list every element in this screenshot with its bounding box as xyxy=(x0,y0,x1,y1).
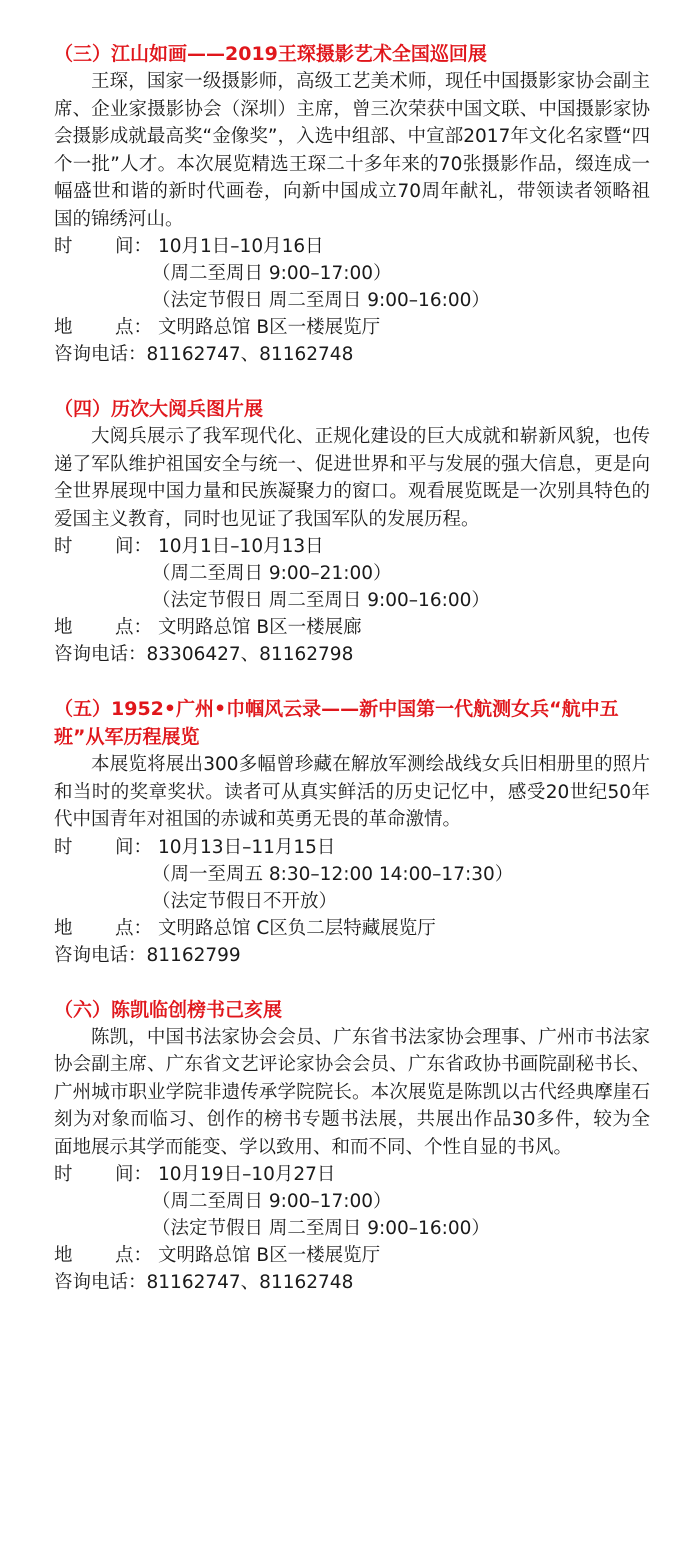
phone-row xyxy=(54,341,650,368)
section-intro: 本展览将展出300多幅曾珍藏在解放军测绘战线女兵旧相册里的照片和当时的奖章奖状。读者可从真实鲜活的历史记忆中，感受20世纪50年代中国青年对祖国的赤诚和英勇无畏的革命激情。 xyxy=(54,754,650,830)
place-label: 地 点： xyxy=(54,317,153,338)
time-value: 10月19日–10月27日 xyxy=(158,1164,336,1185)
exhibition-list xyxy=(54,40,650,1296)
time-value: 10月13日–11月15日 xyxy=(158,836,336,858)
time-label: 时 间： xyxy=(54,536,153,557)
exhibition-section-5 xyxy=(54,695,650,969)
exhibition-section-4 xyxy=(54,395,650,668)
section-title: （四）历次大阅兵图片展 xyxy=(54,398,264,420)
section-intro: 大阅兵展示了我军现代化、正规化建设的巨大成就和崭新风貌，也传递了军队维护祖国安全与统一、促进世界和平与发展的强大信息，更是向全世界展现中国力量和民族凝聚力的窗口。观看展览既是一次别具特色的爱国主义教育，同时也见证了我国军队的发展历程。 xyxy=(54,426,650,530)
time-label: 时 间： xyxy=(54,836,153,858)
phone-row xyxy=(54,942,650,969)
place-row xyxy=(54,1242,650,1269)
time-note: （周二至周日 9:00–21:00） xyxy=(152,563,392,584)
section-intro: 陈凯，中国书法家协会会员、广东省书法家协会理事、广州市书法家协会副主席、广东省文艺评论家协会会员、广东省政协书画院副秘书长、广州城市职业学院非遗传承学院院长。本次展览是陈凯以古代经典摩崖石刻为对象而临习、创作的榜书专题书法展，共展出作品30多件，较为全面地展示其学而能变、学以致用、和而不同、个性自显的书风。 xyxy=(54,1026,650,1158)
place-value: 文明路总馆 B区一楼展廊 xyxy=(158,617,362,638)
place-value: 文明路总馆 B区一楼展览厅 xyxy=(158,1245,381,1266)
time-note: （法定节假日 周二至周日 9:00–16:00） xyxy=(152,1218,490,1239)
phone-row xyxy=(54,1269,650,1296)
section-title: （六）陈凯临创榜书己亥展 xyxy=(54,998,283,1021)
section-title: （三）江山如画——2019王琛摄影艺术全国巡回展 xyxy=(54,43,487,65)
exhibition-info xyxy=(54,233,650,368)
time-value: 10月1日–10月13日 xyxy=(158,536,324,557)
place-row xyxy=(54,614,650,641)
exhibition-info xyxy=(54,533,650,668)
section-title: （五）1952•广州•巾帼风云录——新中国第一代航测女兵“航中五班”从军历程展览 xyxy=(54,698,619,748)
time-value: 10月1日–10月16日 xyxy=(158,236,324,257)
time-note: （周二至周日 9:00–17:00） xyxy=(152,263,392,284)
exhibition-info xyxy=(54,1161,650,1296)
time-row xyxy=(54,233,650,260)
exhibition-section-3 xyxy=(54,40,650,368)
phone-label: 咨询电话： xyxy=(54,1272,147,1293)
time-row xyxy=(54,1161,650,1188)
time-note: （法定节假日不开放） xyxy=(152,890,338,912)
place-value: 文明路总馆 C区负二层特藏展览厅 xyxy=(158,917,436,939)
phone-label: 咨询电话： xyxy=(54,644,147,665)
place-row xyxy=(54,915,650,942)
phone-value: 81162747、81162748 xyxy=(146,1272,354,1293)
time-row xyxy=(54,834,650,861)
phone-value: 81162799 xyxy=(146,944,241,966)
exhibition-section-6 xyxy=(54,996,650,1297)
phone-value: 81162747、81162748 xyxy=(146,344,354,365)
exhibition-info xyxy=(54,834,650,969)
phone-row xyxy=(54,641,650,668)
time-note: （周二至周日 9:00–17:00） xyxy=(152,1191,392,1212)
place-label: 地 点： xyxy=(54,917,153,939)
time-note: （法定节假日 周二至周日 9:00–16:00） xyxy=(152,590,490,611)
place-label: 地 点： xyxy=(54,1245,153,1266)
place-label: 地 点： xyxy=(54,617,153,638)
time-note: （法定节假日 周二至周日 9:00–16:00） xyxy=(152,290,490,311)
place-row xyxy=(54,314,650,341)
phone-label: 咨询电话： xyxy=(54,944,147,966)
phone-value: 83306427、81162798 xyxy=(146,644,354,665)
place-value: 文明路总馆 B区一楼展览厅 xyxy=(158,317,381,338)
time-row xyxy=(54,533,650,560)
time-label: 时 间： xyxy=(54,1164,153,1185)
phone-label: 咨询电话： xyxy=(54,344,147,365)
section-intro: 王琛，国家一级摄影师，高级工艺美术师，现任中国摄影家协会副主席、企业家摄影协会（深圳）主席，曾三次荣获中国文联、中国摄影家协会摄影成就最高奖“金像奖”，入选中组部、中宣部2017年文化名家暨“四个一批”人才。本次展览精选王琛二十多年来的70张摄影作品，缀连成一幅盛世和谐的新时代画卷，向新中国成立70周年献礼，带领读者领略祖国的锦绣河山。 xyxy=(54,71,650,230)
time-label: 时 间： xyxy=(54,236,153,257)
time-note: （周一至周五 8:30–12:00 14:00–17:30） xyxy=(152,863,514,885)
